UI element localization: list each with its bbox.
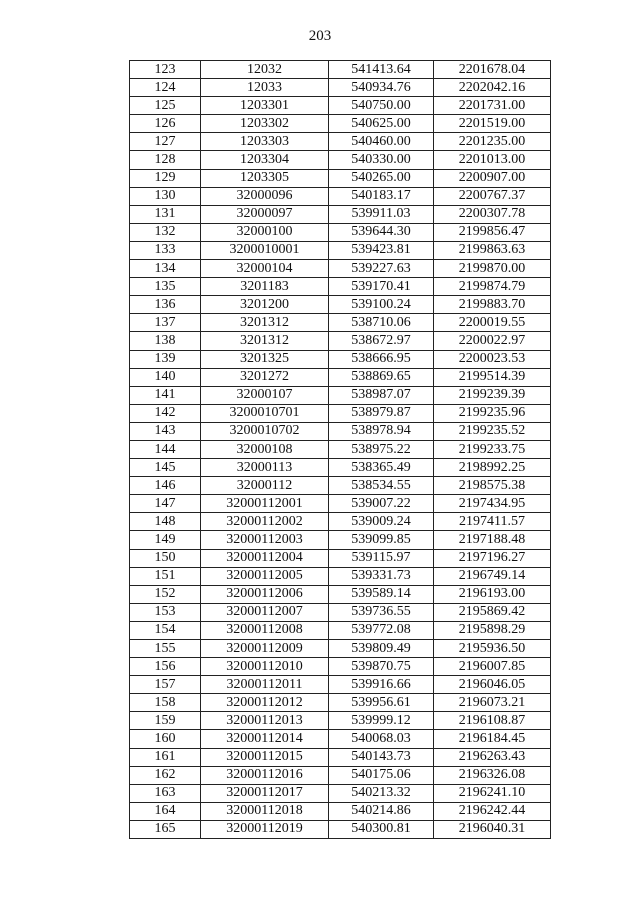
table-row [130,603,551,621]
y-coordinate-cell: 2196263.43 [434,748,551,766]
table-row [130,459,551,477]
table-row [130,531,551,549]
y-coordinate-cell: 2196326.08 [434,766,551,784]
row-number-cell: 126 [130,115,201,133]
point-id-cell: 3201200 [201,296,329,314]
point-id-cell: 3200010702 [201,422,329,440]
row-number-cell: 135 [130,278,201,296]
row-number-cell: 124 [130,79,201,97]
x-coordinate-cell: 540460.00 [329,133,434,151]
y-coordinate-cell: 2199514.39 [434,368,551,386]
row-number-cell: 145 [130,459,201,477]
x-coordinate-cell: 540213.32 [329,784,434,802]
y-coordinate-cell: 2201013.00 [434,151,551,169]
row-number-cell: 133 [130,241,201,259]
point-id-cell: 1203305 [201,169,329,187]
row-number-cell: 136 [130,296,201,314]
x-coordinate-cell: 539227.63 [329,260,434,278]
x-coordinate-cell: 540750.00 [329,97,434,115]
point-id-cell: 12032 [201,61,329,79]
page-number: 203 [308,28,332,44]
table-row [130,151,551,169]
row-number-cell: 150 [130,549,201,567]
table-row [130,61,551,79]
x-coordinate-cell: 539099.85 [329,531,434,549]
row-number-cell: 127 [130,133,201,151]
table-row [130,205,551,223]
point-id-cell: 32000112014 [201,730,329,748]
row-number-cell: 162 [130,766,201,784]
point-id-cell: 12033 [201,79,329,97]
y-coordinate-cell: 2202042.16 [434,79,551,97]
x-coordinate-cell: 538666.95 [329,350,434,368]
table-row [130,784,551,802]
row-number-cell: 143 [130,422,201,440]
x-coordinate-cell: 539115.97 [329,549,434,567]
row-number-cell: 155 [130,640,201,658]
point-id-cell: 1203303 [201,133,329,151]
row-number-cell: 158 [130,694,201,712]
row-number-cell: 149 [130,531,201,549]
point-id-cell: 3200010701 [201,404,329,422]
x-coordinate-cell: 540183.17 [329,187,434,205]
y-coordinate-cell: 2196040.31 [434,820,551,838]
y-coordinate-cell: 2199874.79 [434,278,551,296]
row-number-cell: 128 [130,151,201,169]
point-id-cell: 32000108 [201,440,329,458]
y-coordinate-cell: 2196749.14 [434,567,551,585]
table-row [130,260,551,278]
point-id-cell: 3200010001 [201,241,329,259]
point-id-cell: 32000112008 [201,621,329,639]
point-id-cell: 3201183 [201,278,329,296]
point-id-cell: 32000112 [201,477,329,495]
table-row [130,422,551,440]
x-coordinate-cell: 538710.06 [329,314,434,332]
table-row [130,621,551,639]
point-id-cell: 32000112013 [201,712,329,730]
x-coordinate-cell: 539999.12 [329,712,434,730]
y-coordinate-cell: 2199233.75 [434,440,551,458]
y-coordinate-cell: 2196184.45 [434,730,551,748]
y-coordinate-cell: 2198575.38 [434,477,551,495]
row-number-cell: 165 [130,820,201,838]
point-id-cell: 32000112019 [201,820,329,838]
x-coordinate-cell: 539956.61 [329,694,434,712]
table-row [130,585,551,603]
point-id-cell: 32000097 [201,205,329,223]
table-row [130,115,551,133]
x-coordinate-cell: 538979.87 [329,404,434,422]
row-number-cell: 123 [130,61,201,79]
y-coordinate-cell: 2197188.48 [434,531,551,549]
table-row [130,332,551,350]
table-row [130,549,551,567]
x-coordinate-cell: 540934.76 [329,79,434,97]
y-coordinate-cell: 2196046.05 [434,676,551,694]
x-coordinate-cell: 540175.06 [329,766,434,784]
row-number-cell: 137 [130,314,201,332]
row-number-cell: 130 [130,187,201,205]
row-number-cell: 151 [130,567,201,585]
table-row [130,712,551,730]
x-coordinate-cell: 539870.75 [329,658,434,676]
y-coordinate-cell: 2196241.10 [434,784,551,802]
y-coordinate-cell: 2199856.47 [434,223,551,241]
x-coordinate-cell: 539423.81 [329,241,434,259]
point-id-cell: 32000112018 [201,802,329,820]
point-id-cell: 32000112009 [201,640,329,658]
x-coordinate-cell: 540265.00 [329,169,434,187]
table-row [130,676,551,694]
table-row [130,223,551,241]
x-coordinate-cell: 539100.24 [329,296,434,314]
point-id-cell: 3201272 [201,368,329,386]
y-coordinate-cell: 2200767.37 [434,187,551,205]
y-coordinate-cell: 2200022.97 [434,332,551,350]
x-coordinate-cell: 540625.00 [329,115,434,133]
y-coordinate-cell: 2200307.78 [434,205,551,223]
point-id-cell: 32000104 [201,260,329,278]
y-coordinate-cell: 2201678.04 [434,61,551,79]
table-row [130,748,551,766]
row-number-cell: 146 [130,477,201,495]
x-coordinate-cell: 540143.73 [329,748,434,766]
coordinates-table [129,60,551,839]
x-coordinate-cell: 539170.41 [329,278,434,296]
point-id-cell: 1203302 [201,115,329,133]
y-coordinate-cell: 2197196.27 [434,549,551,567]
x-coordinate-cell: 539644.30 [329,223,434,241]
row-number-cell: 153 [130,603,201,621]
x-coordinate-cell: 539007.22 [329,495,434,513]
point-id-cell: 32000112017 [201,784,329,802]
table-row [130,495,551,513]
y-coordinate-cell: 2199239.39 [434,386,551,404]
table-row [130,477,551,495]
x-coordinate-cell: 540300.81 [329,820,434,838]
y-coordinate-cell: 2199870.00 [434,260,551,278]
y-coordinate-cell: 2200907.00 [434,169,551,187]
row-number-cell: 125 [130,97,201,115]
row-number-cell: 152 [130,585,201,603]
point-id-cell: 32000112003 [201,531,329,549]
point-id-cell: 32000112011 [201,676,329,694]
y-coordinate-cell: 2195936.50 [434,640,551,658]
y-coordinate-cell: 2200023.53 [434,350,551,368]
y-coordinate-cell: 2195898.29 [434,621,551,639]
x-coordinate-cell: 540214.86 [329,802,434,820]
x-coordinate-cell: 541413.64 [329,61,434,79]
row-number-cell: 134 [130,260,201,278]
x-coordinate-cell: 538534.55 [329,477,434,495]
table-row [130,241,551,259]
y-coordinate-cell: 2197411.57 [434,513,551,531]
table-row [130,513,551,531]
row-number-cell: 157 [130,676,201,694]
row-number-cell: 164 [130,802,201,820]
table-row [130,368,551,386]
point-id-cell: 32000112001 [201,495,329,513]
y-coordinate-cell: 2196108.87 [434,712,551,730]
point-id-cell: 3201312 [201,332,329,350]
table-row [130,802,551,820]
table-row [130,169,551,187]
point-id-cell: 32000112006 [201,585,329,603]
row-number-cell: 131 [130,205,201,223]
table-row [130,133,551,151]
y-coordinate-cell: 2199863.63 [434,241,551,259]
y-coordinate-cell: 2200019.55 [434,314,551,332]
point-id-cell: 32000112005 [201,567,329,585]
row-number-cell: 138 [130,332,201,350]
x-coordinate-cell: 538978.94 [329,422,434,440]
row-number-cell: 141 [130,386,201,404]
x-coordinate-cell: 539911.03 [329,205,434,223]
y-coordinate-cell: 2196007.85 [434,658,551,676]
row-number-cell: 139 [130,350,201,368]
row-number-cell: 140 [130,368,201,386]
x-coordinate-cell: 539736.55 [329,603,434,621]
y-coordinate-cell: 2201731.00 [434,97,551,115]
x-coordinate-cell: 539916.66 [329,676,434,694]
table-row [130,658,551,676]
point-id-cell: 32000112015 [201,748,329,766]
table-row [130,350,551,368]
row-number-cell: 160 [130,730,201,748]
coordinates-table-body [130,61,551,839]
row-number-cell: 156 [130,658,201,676]
y-coordinate-cell: 2195869.42 [434,603,551,621]
x-coordinate-cell: 538672.97 [329,332,434,350]
x-coordinate-cell: 540330.00 [329,151,434,169]
x-coordinate-cell: 539772.08 [329,621,434,639]
point-id-cell: 32000112007 [201,603,329,621]
point-id-cell: 32000112012 [201,694,329,712]
table-row [130,97,551,115]
table-row [130,404,551,422]
row-number-cell: 159 [130,712,201,730]
point-id-cell: 32000096 [201,187,329,205]
x-coordinate-cell: 539809.49 [329,640,434,658]
y-coordinate-cell: 2198992.25 [434,459,551,477]
point-id-cell: 32000112004 [201,549,329,567]
row-number-cell: 163 [130,784,201,802]
table-row [130,567,551,585]
row-number-cell: 142 [130,404,201,422]
table-row [130,694,551,712]
x-coordinate-cell: 538869.65 [329,368,434,386]
row-number-cell: 129 [130,169,201,187]
table-row [130,820,551,838]
row-number-cell: 144 [130,440,201,458]
y-coordinate-cell: 2199235.52 [434,422,551,440]
x-coordinate-cell: 539009.24 [329,513,434,531]
x-coordinate-cell: 538365.49 [329,459,434,477]
y-coordinate-cell: 2201235.00 [434,133,551,151]
point-id-cell: 32000107 [201,386,329,404]
point-id-cell: 32000100 [201,223,329,241]
row-number-cell: 147 [130,495,201,513]
x-coordinate-cell: 540068.03 [329,730,434,748]
row-number-cell: 154 [130,621,201,639]
point-id-cell: 32000112010 [201,658,329,676]
table-row [130,440,551,458]
point-id-cell: 32000113 [201,459,329,477]
x-coordinate-cell: 539589.14 [329,585,434,603]
table-row [130,278,551,296]
point-id-cell: 3201312 [201,314,329,332]
row-number-cell: 161 [130,748,201,766]
point-id-cell: 1203304 [201,151,329,169]
y-coordinate-cell: 2197434.95 [434,495,551,513]
y-coordinate-cell: 2196193.00 [434,585,551,603]
point-id-cell: 3201325 [201,350,329,368]
table-row [130,79,551,97]
table-row [130,314,551,332]
row-number-cell: 132 [130,223,201,241]
x-coordinate-cell: 538975.22 [329,440,434,458]
y-coordinate-cell: 2199235.96 [434,404,551,422]
y-coordinate-cell: 2196242.44 [434,802,551,820]
table-row [130,187,551,205]
y-coordinate-cell: 2201519.00 [434,115,551,133]
point-id-cell: 32000112016 [201,766,329,784]
table-row [130,730,551,748]
table-row [130,640,551,658]
row-number-cell: 148 [130,513,201,531]
y-coordinate-cell: 2196073.21 [434,694,551,712]
table-row [130,386,551,404]
point-id-cell: 32000112002 [201,513,329,531]
y-coordinate-cell: 2199883.70 [434,296,551,314]
table-row [130,766,551,784]
x-coordinate-cell: 539331.73 [329,567,434,585]
point-id-cell: 1203301 [201,97,329,115]
table-row [130,296,551,314]
x-coordinate-cell: 538987.07 [329,386,434,404]
